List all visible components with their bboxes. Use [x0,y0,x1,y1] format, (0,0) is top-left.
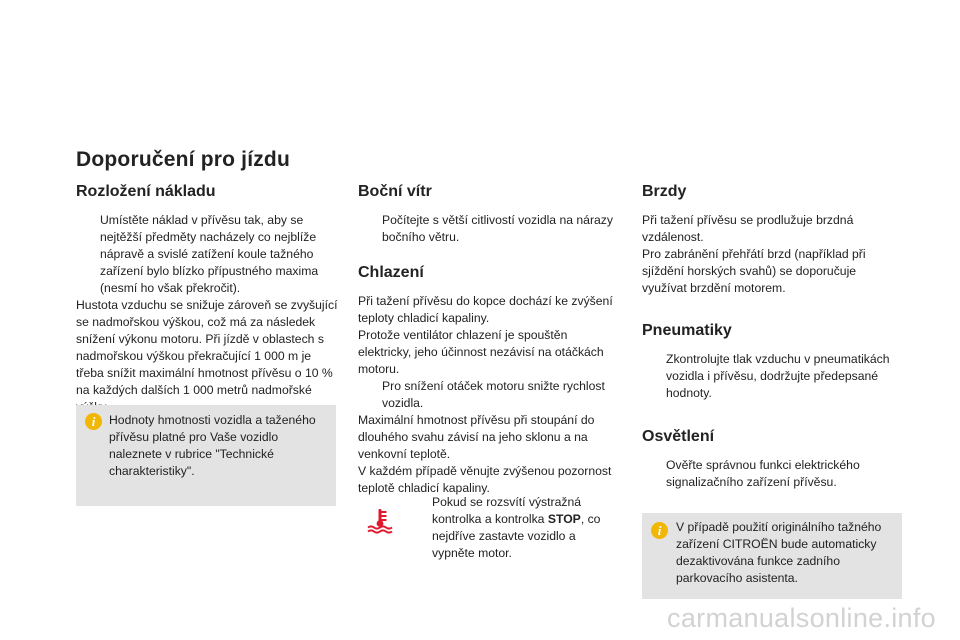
heading-tyres: Pneumatiky [642,322,732,339]
bullet-warning-stop [408,494,608,562]
bullet-text: Umístěte náklad v přívěsu tak, aby se nejtěžší předměty nacházely co nejblíže nápravě a svislé zatížení koule tažného zařízení bylo blízko přípustného maxima (nesmí ho však překročit). [100,213,319,295]
info-icon: i [85,413,102,430]
bullet-lighting-check [642,457,904,491]
heading-load-distribution: Rozložení nákladu [76,183,216,200]
bullet-load-placement [76,212,340,297]
paragraph-cooling-4: V každém případě věnujte zvýšenou pozornost teplotě chladicí kapaliny. [358,464,612,495]
bullet-text: Zkontrolujte tlak vzduchu v pneumatikách vozidla i přívěsu, dodržujte předepsané hodnoty. [666,352,890,400]
heading-lighting: Osvětlení [642,428,715,445]
bullet-text: Počítejte s větší citlivostí vozidla na nárazy bočního větru. [382,213,613,244]
bullet-text: Ověřte správnou funkci elektrického signalizačního zařízení přívěsu. [666,458,860,489]
paragraph-brakes-1: Při tažení přívěsu se prodlužuje brzdná vzdálenost. [642,213,854,244]
paragraph-brakes-2: Pro zabránění přehřátí brzd (například při sjíždění horských svahů) se doporučuje využívat brzdění motorem. [642,247,866,295]
bullet-crosswind [358,212,620,246]
bullet-tyre-pressure [642,351,904,402]
page-title: Doporučení pro jízdu [76,148,290,171]
bullet-reduce-speed [358,378,620,412]
heading-brakes: Brzdy [642,183,687,200]
stop-label: STOP [547,512,581,526]
paragraph-cooling-3: Maximální hmotnost přívěsu při stoupání do dlouhého svahu závisí na jeho sklonu a na venkovní teplotě. [358,413,595,461]
column-load-distribution [76,182,340,416]
info-note-weights [76,405,336,506]
warning-text [432,495,600,560]
info-icon: i [651,522,668,539]
column-brakes-tyres-lights [642,182,904,491]
info-note-towbar [642,513,902,599]
note-text: Hodnoty hmotnosti vozidla a taženého přívěsu platné pro Vaše vozidlo naleznete v rubrice "Technické charakteristiky". [109,413,316,478]
bullet-text: Pro snížení otáček motoru snižte rychlost vozidla. [382,379,605,410]
paragraph-cooling-2: Protože ventilátor chlazení je spouštěn elektricky, jeho účinnost nezávisí na otáčkách motoru. [358,328,604,376]
paragraph-cooling-1: Při tažení přívěsu do kopce dochází ke zvýšení teploty chladicí kapaliny. [358,294,613,325]
warning-text-start: Pokud se rozsvítí výstražná kontrolka a kontrolka [432,495,582,526]
warning-text-end: , co nejdříve zastavte vozidlo a vypněte motor. [432,512,601,560]
column-crosswind-cooling [358,182,620,497]
heading-crosswind: Boční vítr [358,183,432,200]
paragraph-altitude: Hustota vzduchu se snižuje zároveň se zvyšující se nadmořskou výškou, což má za následek snížení výkonu motoru. Při jízdě v oblastech s nadmořskou výškou překračující 1 000 m je třeba snížit maximální hmotnost přívěsu o 10 % na každých dalších 1 000 metrů nadmořské [76,298,338,397]
note-text: V případě použití originálního tažného zařízení CITROËN bude automaticky dezaktivována funkce zadního parkovacího asistenta. [676,520,882,585]
watermark: carmanualsonline.info [667,603,936,633]
coolant-warning-icon [366,506,394,534]
heading-cooling: Chlazení [358,264,424,281]
warning-stop-instruction [408,494,608,562]
